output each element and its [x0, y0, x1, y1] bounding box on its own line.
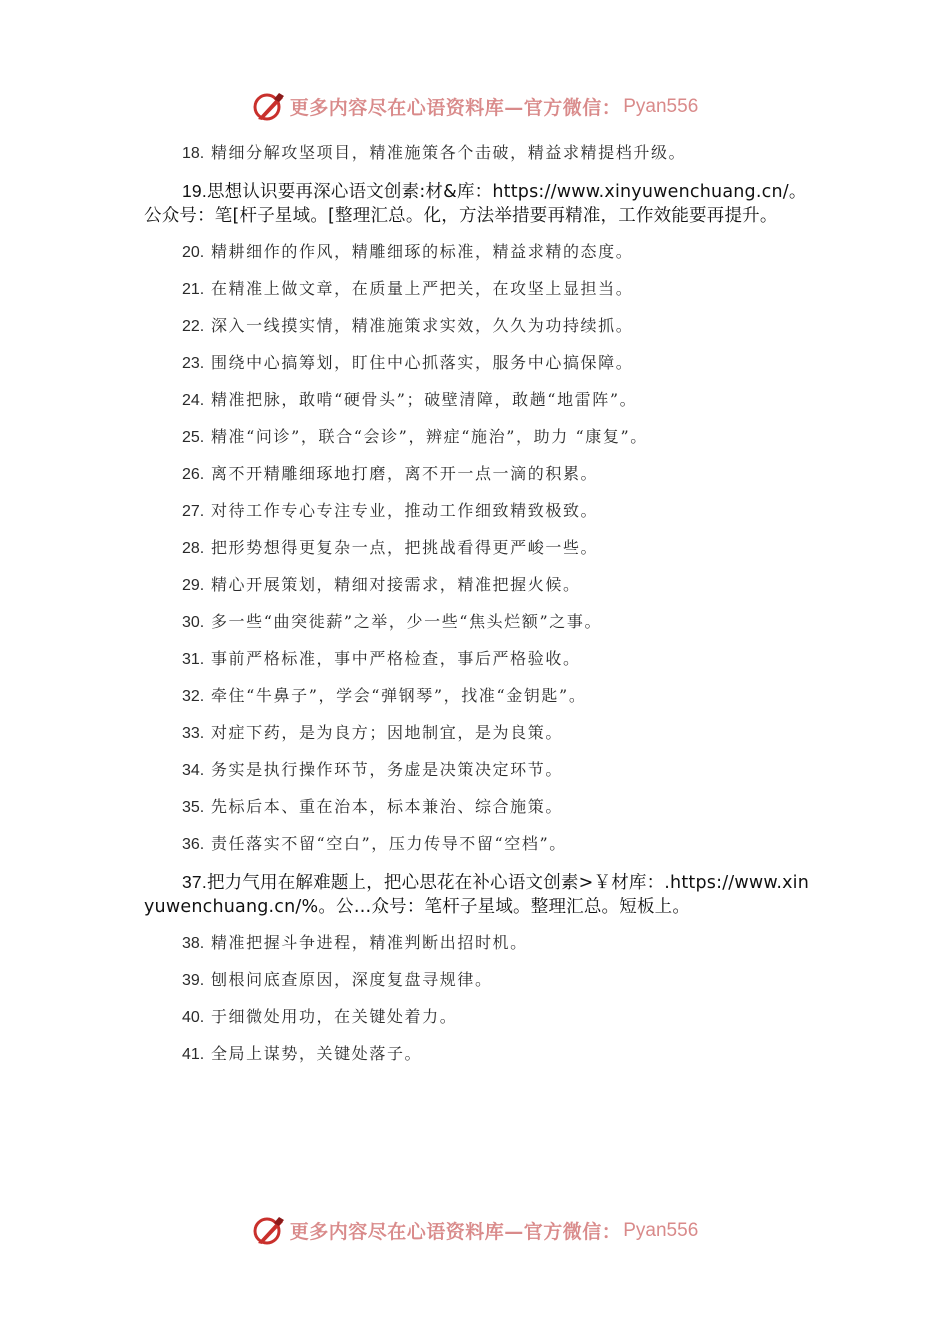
footer-banner — [0, 1210, 950, 1250]
list-item: 18. 精细分解攻坚项目，精准施策各个击破，精益求精提档升级。 — [182, 143, 687, 162]
list-item: 36. 责任落实不留“空白”，压力传导不留“空档”。 — [182, 834, 567, 853]
list-item: 33. 对症下药，是为良方；因地制宜，是为良策。 — [182, 723, 563, 742]
list-item: 20. 精耕细作的作风，精雕细琢的标准，精益求精的态度。 — [182, 242, 634, 261]
list-item: 30. 多一些“曲突徙薪”之举，少一些“焦头烂额”之事。 — [182, 612, 603, 631]
wechat-id: Pyan556 — [623, 95, 699, 117]
banner-text: 更多内容尽在心语资料库—官方微信： — [289, 96, 622, 119]
header-banner — [0, 86, 950, 126]
list-item: 26. 离不开精雕细琢地打磨，离不开一点一滴的积累。 — [182, 464, 599, 483]
list-item: 27. 对待工作专心专注专业，推动工作细致精致极致。 — [182, 501, 599, 520]
quill-logo-icon — [252, 89, 286, 123]
list-item: 28. 把形势想得更复杂一点，把挑战看得更严峻一些。 — [182, 538, 599, 557]
quill-logo-icon — [252, 1213, 286, 1247]
wechat-id: Pyan556 — [623, 1219, 699, 1241]
paragraph-37: 37.把力气用在解难题上，把心思花在补心语文创素>￥材库：.https://www.xinyuwenchuang.cn/%。公…众号：笔杆子星域。整理汇总。短板上。 — [144, 872, 809, 917]
list-item: 34. 务实是执行操作环节，务虚是决策决定环节。 — [182, 760, 563, 779]
banner-text: 更多内容尽在心语资料库—官方微信： — [289, 1220, 622, 1243]
list-item: 21. 在精准上做文章，在质量上严把关，在攻坚上显担当。 — [182, 279, 634, 298]
list-item: 23. 围绕中心搞筹划，盯住中心抓落实，服务中心搞保障。 — [182, 353, 634, 372]
list-item: 25. 精准“问诊”，联合“会诊”，辨症“施治”，助力 “康复”。 — [182, 427, 648, 446]
list-item: 38. 精准把握斗争进程，精准判断出招时机。 — [182, 933, 528, 952]
list-item: 40. 于细微处用功，在关键处着力。 — [182, 1007, 458, 1026]
paragraph-19: 19.思想认识要再深心语文创素:材&库：https://www.xinyuwenchuang.cn/。公众号：笔[杆子星域。[整理汇总。化，方法举措要再精准，工作效能要再提升。 — [144, 181, 807, 226]
list-item: 29. 精心开展策划，精细对接需求，精准把握火候。 — [182, 575, 581, 594]
document-body — [144, 142, 810, 1080]
list-item: 31. 事前严格标准，事中严格检查，事后严格验收。 — [182, 649, 581, 668]
list-item: 22. 深入一线摸实情，精准施策求实效，久久为功持续抓。 — [182, 316, 634, 335]
list-item: 32. 牵住“牛鼻子”，学会“弹钢琴”，找准“金钥匙”。 — [182, 686, 587, 705]
list-item: 39. 刨根问底查原因，深度复盘寻规律。 — [182, 970, 493, 989]
list-item: 41. 全局上谋势，关键处落子。 — [182, 1044, 423, 1063]
list-item: 35. 先标后本、重在治本，标本兼治、综合施策。 — [182, 797, 563, 816]
list-item: 24. 精准把脉，敢啃“硬骨头”；破壁清障，敢趟“地雷阵”。 — [182, 390, 638, 409]
